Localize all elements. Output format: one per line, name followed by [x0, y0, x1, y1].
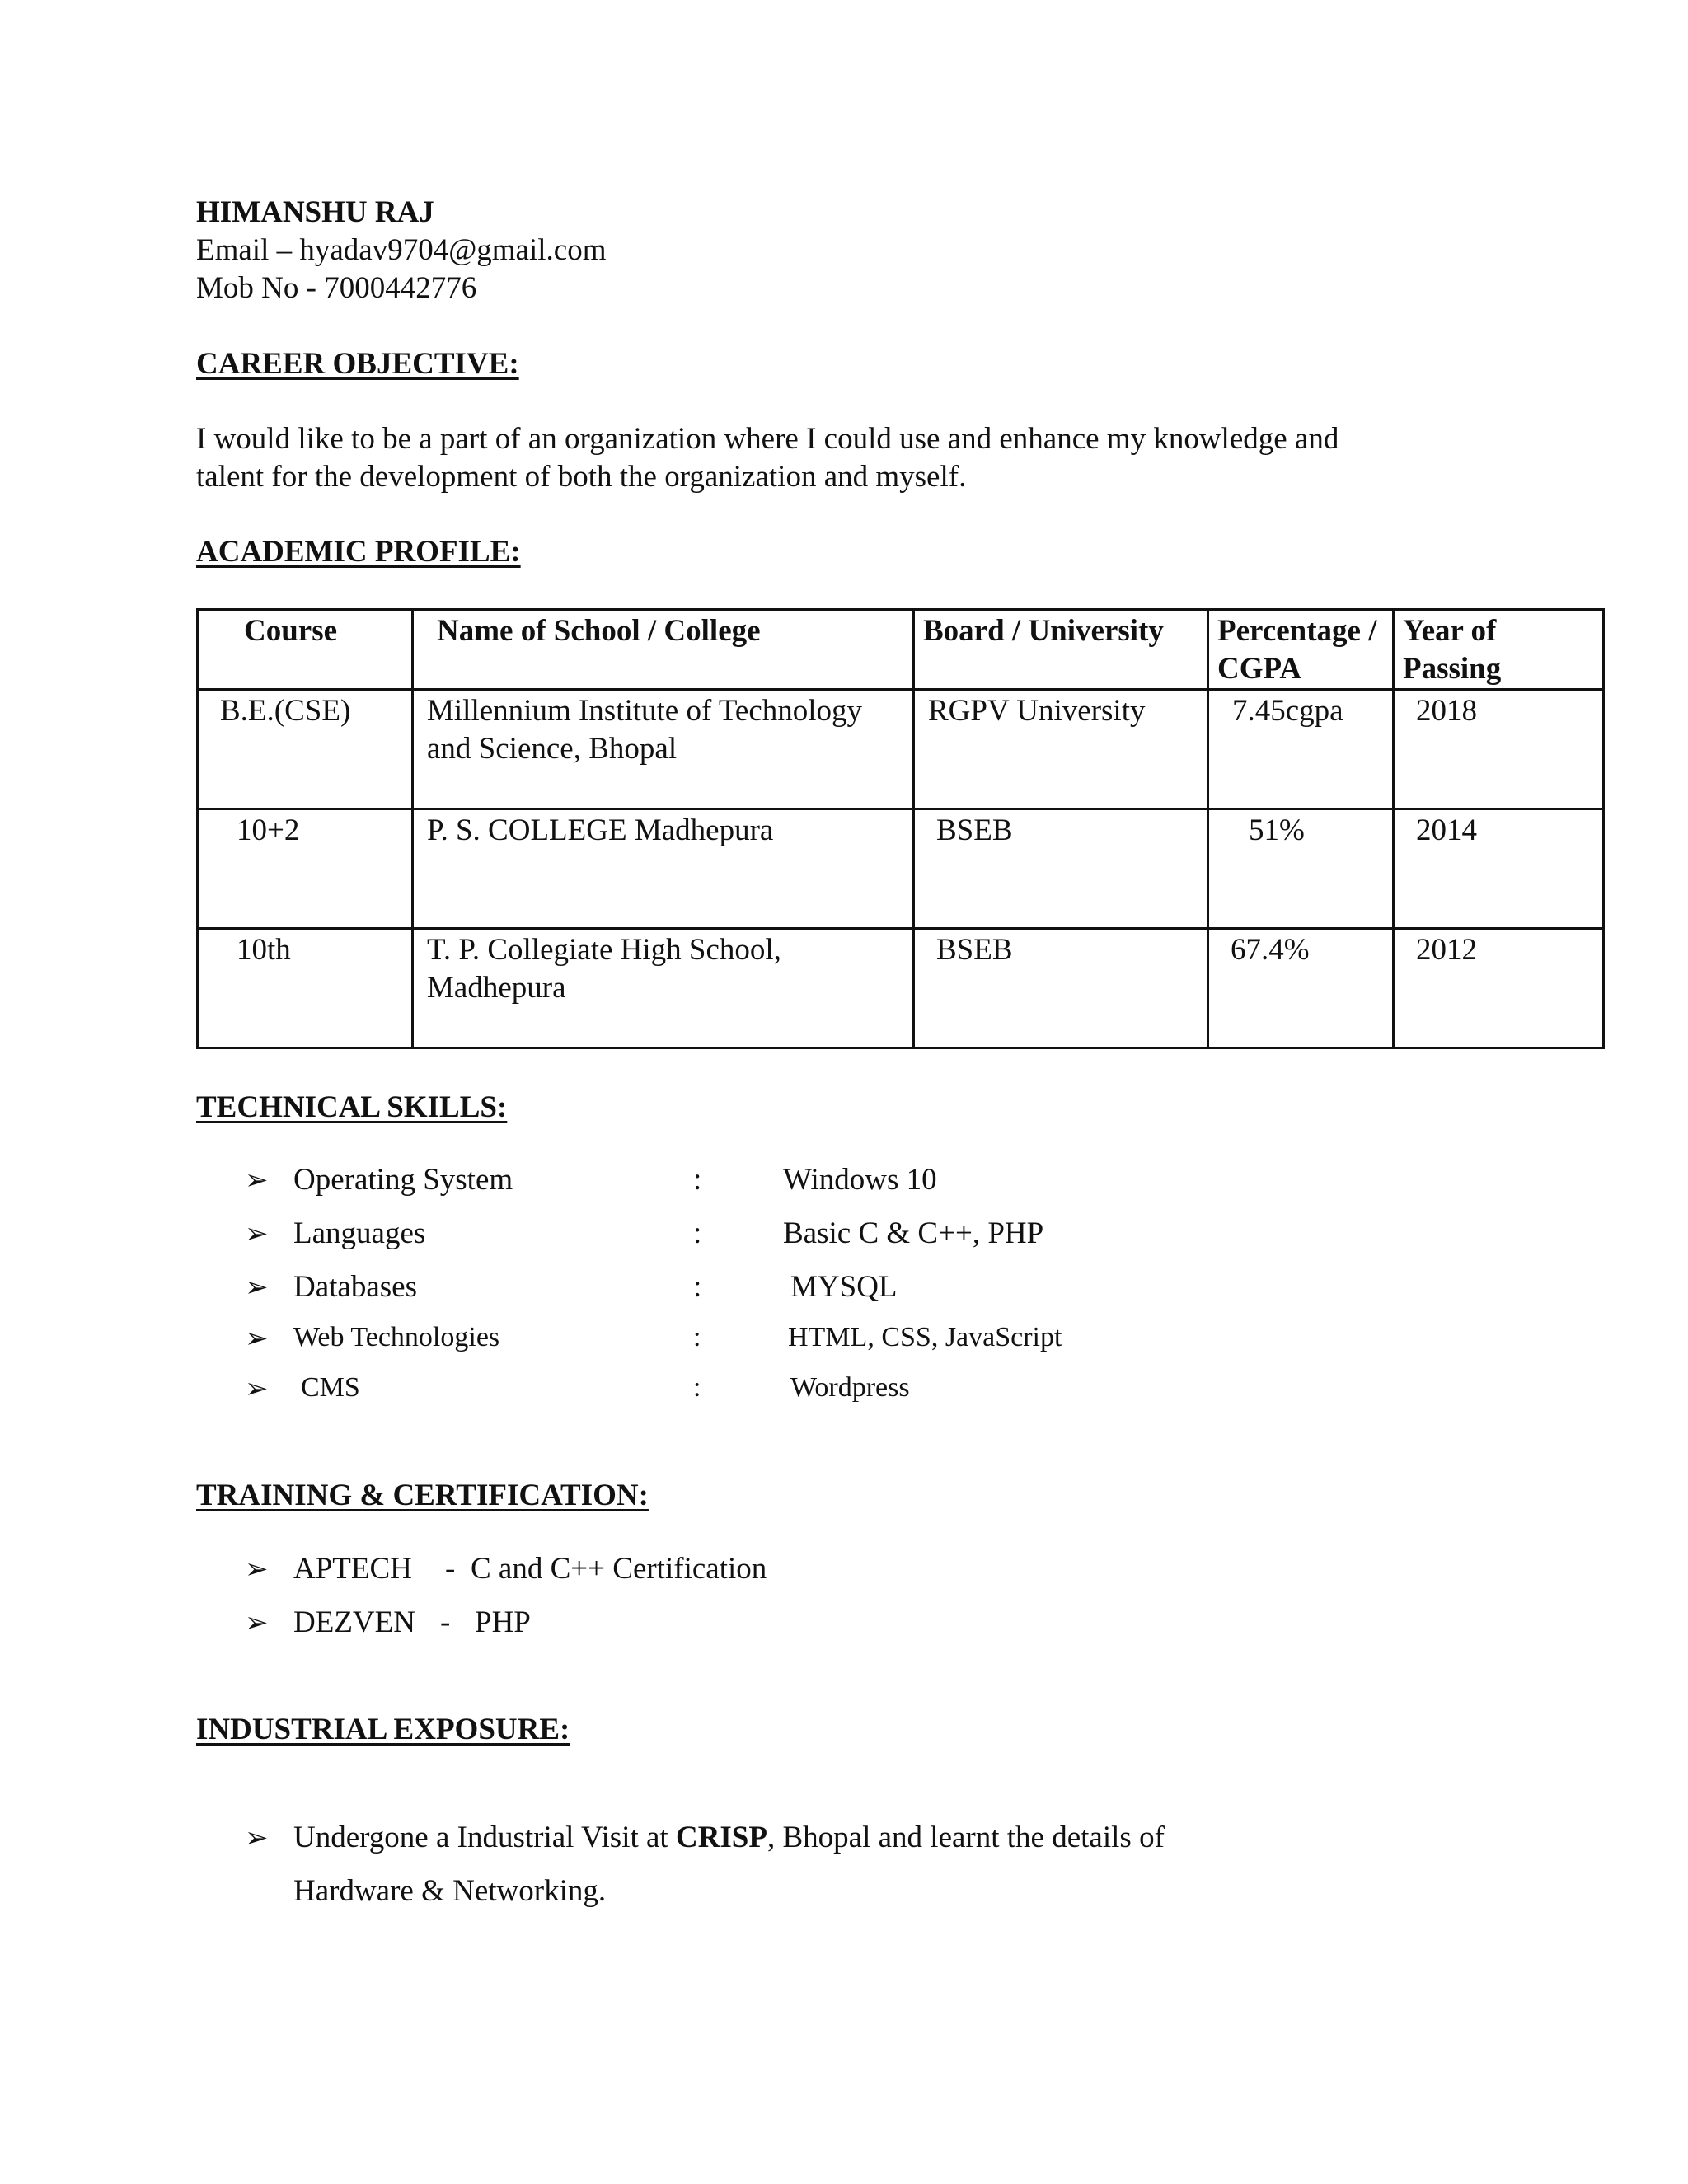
training-org: APTECH [293, 1552, 412, 1586]
year-cell: 2012 [1394, 929, 1604, 1048]
skill-separator: : [693, 1322, 701, 1352]
table-row [198, 929, 1604, 1048]
training-org: DEZVEN [293, 1605, 415, 1639]
bullet-arrow-icon: ➢ [245, 1219, 269, 1249]
column-header: Year of Passing [1394, 610, 1604, 690]
year-cell: 2018 [1394, 690, 1604, 809]
training-separator: - [445, 1552, 456, 1586]
skill-value: Wordpress [790, 1372, 910, 1403]
skill-value: Basic C & C++, PHP [783, 1216, 1044, 1250]
bullet-arrow-icon: ➢ [245, 1823, 269, 1854]
table-header-row [198, 610, 1604, 690]
bullet-arrow-icon: ➢ [245, 1324, 269, 1354]
course-cell: 10+2 [198, 809, 413, 929]
career-objective-line-2: talent for the development of both the organization and myself. [196, 460, 967, 494]
industrial-text-before: Undergone a Industrial Visit at [293, 1821, 676, 1854]
mobile-line: Mob No - 7000442776 [196, 271, 477, 305]
industrial-company: CRISP [675, 1821, 767, 1854]
table-row [198, 809, 1604, 929]
score-cell: 51% [1208, 809, 1394, 929]
skill-value: MYSQL [790, 1270, 898, 1304]
career-objective-heading: CAREER OBJECTIVE: [196, 347, 519, 381]
skill-label: Web Technologies [293, 1322, 500, 1352]
table-row [198, 690, 1604, 809]
course-cell: 10th [198, 929, 413, 1048]
training-heading: TRAINING & CERTIFICATION: [196, 1479, 649, 1512]
industrial-line-1 [293, 1820, 1165, 1855]
training-separator: - [440, 1605, 451, 1639]
course-cell: B.E.(CSE) [198, 690, 413, 809]
bullet-arrow-icon: ➢ [245, 1374, 269, 1404]
technical-skills-heading: TECHNICAL SKILLS: [196, 1090, 508, 1124]
year-cell: 2014 [1394, 809, 1604, 929]
score-cell: 67.4% [1208, 929, 1394, 1048]
academic-profile-heading: ACADEMIC PROFILE: [196, 535, 521, 569]
industrial-text-after: , Bhopal and learnt the details of [767, 1821, 1165, 1854]
school-cell: Millennium Institute of Technology and Science, Bhopal [413, 690, 914, 809]
school-cell: T. P. Collegiate High School, Madhepura [413, 929, 914, 1048]
board-cell: RGPV University [914, 690, 1208, 809]
school-cell: P. S. COLLEGE Madhepura [413, 809, 914, 929]
skill-separator: : [693, 1372, 701, 1403]
training-detail: C and C++ Certification [471, 1552, 767, 1586]
skill-separator: : [693, 1163, 702, 1197]
column-header: Name of School / College [413, 610, 914, 690]
industrial-line-2: Hardware & Networking. [293, 1874, 607, 1908]
candidate-name: HIMANSHU RAJ [196, 195, 434, 229]
skill-label: Languages [293, 1216, 426, 1250]
column-header: Percentage / CGPA [1208, 610, 1394, 690]
email-line: Email – hyadav9704@gmail.com [196, 233, 607, 267]
industrial-exposure-heading: INDUSTRIAL EXPOSURE: [196, 1713, 570, 1746]
academic-table [196, 608, 1605, 1049]
board-cell: BSEB [914, 929, 1208, 1048]
skill-separator: : [693, 1270, 702, 1304]
column-header: Board / University [914, 610, 1208, 690]
bullet-arrow-icon: ➢ [245, 1608, 269, 1638]
skill-separator: : [693, 1216, 702, 1250]
skill-value: Windows 10 [783, 1163, 937, 1197]
skill-value: HTML, CSS, JavaScript [788, 1322, 1062, 1352]
skill-label: CMS [301, 1372, 360, 1403]
training-detail: PHP [475, 1605, 531, 1639]
skill-label: Operating System [293, 1163, 513, 1197]
career-objective-line-1: I would like to be a part of an organization where I could use and enhance my knowledge and [196, 422, 1339, 456]
score-cell: 7.45cgpa [1208, 690, 1394, 809]
column-header: Course [198, 610, 413, 690]
board-cell: BSEB [914, 809, 1208, 929]
bullet-arrow-icon: ➢ [245, 1272, 269, 1303]
bullet-arrow-icon: ➢ [245, 1554, 269, 1585]
bullet-arrow-icon: ➢ [245, 1165, 269, 1196]
skill-label: Databases [293, 1270, 417, 1304]
